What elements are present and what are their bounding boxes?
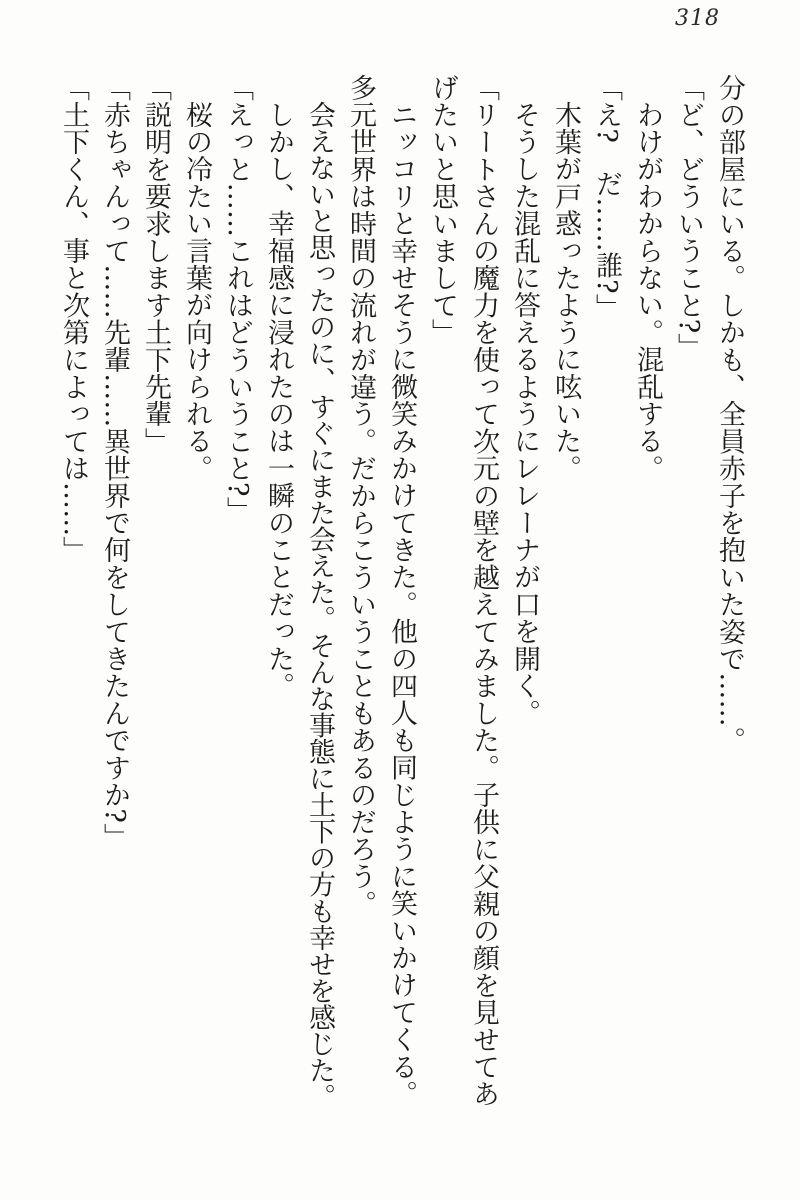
paragraph: 木葉が戸惑ったように呟いた。 xyxy=(550,101,581,482)
paragraph: そうした混乱に答えるようにレレーナが口を開く。 xyxy=(509,101,540,727)
paragraph: しかし、幸福感に浸れたのは一瞬のことだった。 xyxy=(263,101,294,700)
paragraph: 「説明を要求します土下先輩」 xyxy=(140,74,171,455)
paragraph: わけがわからない。混乱する。 xyxy=(632,101,663,482)
paragraph: 「えっと……これはどういうこと?」 xyxy=(222,74,253,524)
paragraph: 会えないと思ったのに、すぐにまた会えた。そんな事態に土下の方も幸せを感じた。 xyxy=(304,101,335,1110)
paragraph: ニッコリと幸せそうに微笑みかけてきた。他の四人も同じように笑いかけてくる。多元世界は時間の流れが違う。だからこういうこともあるのだろう。 xyxy=(345,74,417,1108)
paragraph: 「ど、どういうこと?」 xyxy=(673,74,704,361)
page-number: 318 xyxy=(675,6,720,31)
paragraph: 「リートさんの魔力を使って次元の壁を越えてみました。子供に父親の顔を見せてあげたいと思いまして」 xyxy=(427,74,499,1108)
paragraph: 桜の冷たい言葉が向けられる。 xyxy=(181,101,212,482)
paragraph: 「土下くん、事と次第によっては……」 xyxy=(58,74,89,564)
paragraph: 「赤ちゃんって……先輩……異世界で何をしてきたんですか?」 xyxy=(99,74,130,851)
paragraph: 「え? だ……誰?」 xyxy=(591,74,622,321)
text-area xyxy=(53,74,750,1119)
paragraph: 分の部屋にいる。しかも、全員赤子を抱いた姿で……。 xyxy=(714,74,745,755)
